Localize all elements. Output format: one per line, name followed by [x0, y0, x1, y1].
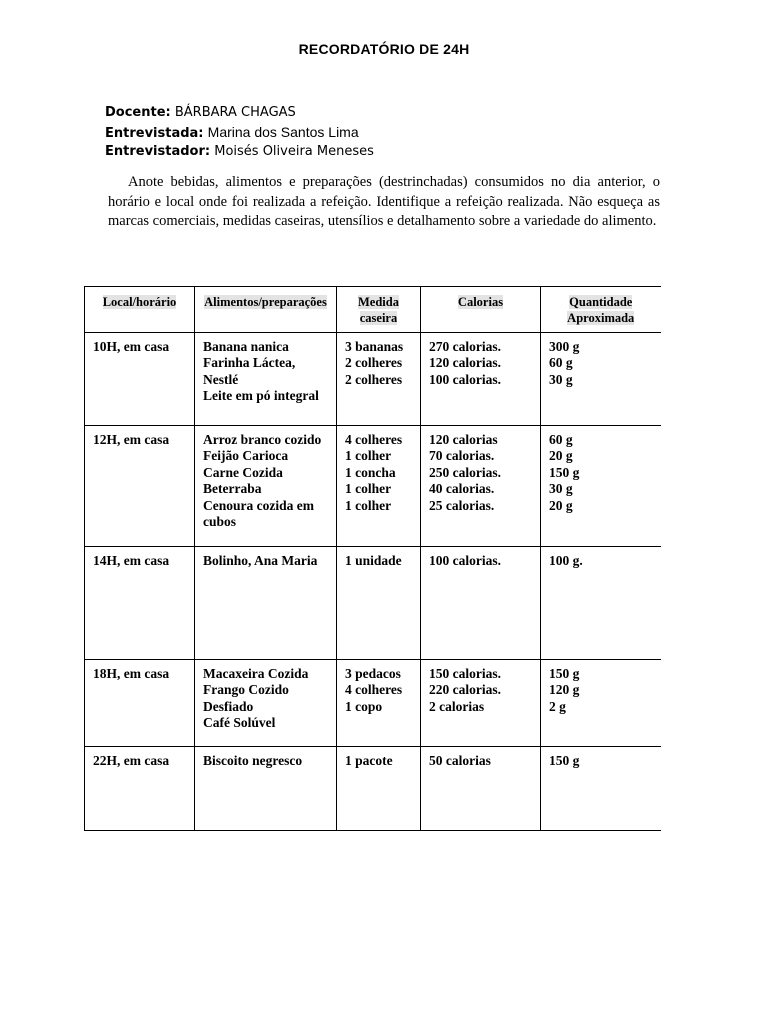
alimentos-line: Leite em pó integral	[203, 388, 319, 404]
cell-quantidade	[541, 660, 661, 747]
cell-local: 14H, em casa	[85, 547, 195, 660]
medida-line: 1 colher	[345, 481, 392, 497]
cell-local: 10H, em casa	[85, 333, 195, 426]
quantidade-line: 150 g	[549, 666, 580, 681]
cell-quantidade	[541, 426, 661, 547]
medida-line: 1 colher	[345, 497, 392, 513]
cell-local: 12H, em casa	[85, 426, 195, 547]
calorias-line: 100 calorias.	[429, 371, 501, 387]
cell-calorias	[421, 747, 541, 831]
header-calorias: Calorias	[421, 287, 541, 333]
quantidade-line: 300 g	[549, 339, 580, 354]
cell-calorias	[421, 333, 541, 426]
alimentos-line: Banana nanica	[203, 339, 289, 354]
entrevistada-label: Entrevistada:	[105, 125, 204, 141]
table-row	[85, 660, 661, 747]
header-alimentos: Alimentos/preparações	[195, 287, 337, 333]
cell-quantidade	[541, 547, 661, 660]
cell-local: 18H, em casa	[85, 660, 195, 747]
calorias-line: 50 calorias	[429, 753, 491, 768]
quantidade-line: 120 g	[549, 682, 580, 698]
quantidade-line: 150 g	[549, 464, 580, 480]
table-row	[85, 547, 661, 660]
medida-line: 1 colher	[345, 448, 392, 464]
medida-line: 3 pedacos	[345, 666, 401, 681]
header-medida: Medida caseira	[337, 287, 421, 333]
quantidade-line: 150 g	[549, 753, 580, 768]
alimentos-line: Bolinho, Ana Maria	[203, 553, 318, 568]
quantidade-line: 20 g	[549, 448, 573, 464]
table-header-row	[85, 287, 661, 333]
quantidade-line: 30 g	[549, 481, 573, 497]
calorias-line: 25 calorias.	[429, 497, 495, 513]
alimentos-line: Cenoura cozida em	[203, 497, 314, 513]
cell-calorias	[421, 426, 541, 547]
alimentos-line: Beterraba	[203, 481, 262, 497]
entrevistada-value: Marina dos Santos Lima	[207, 123, 359, 140]
cell-medida	[337, 547, 421, 660]
alimentos-line: cubos	[203, 514, 237, 530]
docente-label: Docente:	[105, 105, 171, 120]
calorias-line: 2 calorias	[429, 698, 485, 714]
cell-calorias	[421, 660, 541, 747]
alimentos-line: Biscoito negresco	[203, 753, 303, 768]
cell-medida	[337, 747, 421, 831]
medida-line: 1 pacote	[345, 753, 393, 768]
calorias-line: 70 calorias.	[429, 448, 495, 464]
entrevistador-value: Moisés Oliveira Meneses	[214, 144, 374, 159]
header-quantidade: Quantidade Aproximada	[541, 287, 661, 333]
medida-line: 4 colheres	[345, 432, 403, 447]
cell-alimentos	[195, 547, 337, 660]
medida-line: 4 colheres	[345, 682, 403, 698]
entrevistador-label: Entrevistador:	[105, 144, 211, 159]
cell-medida	[337, 426, 421, 547]
alimentos-line: Farinha Láctea,	[203, 355, 296, 371]
entrevistada-line	[105, 123, 374, 144]
instructions-paragraph: Anote bebidas, alimentos e preparações (destrinchadas) consumidos no dia anterior, o horário e local onde foi realizada a refeição. Identifique a refeição realizada. Não esqueça as marcas comerciais, medidas caseiras, utensílios e detalhamento sobre a variedade do alimento.	[108, 174, 660, 229]
cell-alimentos	[195, 747, 337, 831]
entrevistador-line	[105, 143, 374, 162]
cell-quantidade	[541, 333, 661, 426]
quantidade-line: 20 g	[549, 497, 573, 513]
medida-line: 1 concha	[345, 464, 396, 480]
cell-medida	[337, 333, 421, 426]
alimentos-line: Carne Cozida	[203, 464, 283, 480]
quantidade-line: 60 g	[549, 432, 573, 447]
alimentos-line: Frango Cozido	[203, 682, 289, 698]
docente-line	[105, 104, 374, 123]
alimentos-line: Feijão Carioca	[203, 448, 289, 464]
calorias-line: 40 calorias.	[429, 481, 495, 497]
quantidade-line: 100 g.	[549, 553, 583, 568]
cell-alimentos	[195, 333, 337, 426]
alimentos-line: Macaxeira Cozida	[203, 666, 309, 681]
table-row	[85, 333, 661, 426]
alimentos-line: Café Solúvel	[203, 715, 276, 731]
calorias-line: 120 calorias.	[429, 355, 501, 371]
calorias-line: 120 calorias	[429, 432, 498, 447]
alimentos-line: Arroz branco cozido	[203, 432, 322, 447]
calorias-line: 150 calorias.	[429, 666, 501, 681]
header-info	[105, 104, 374, 162]
quantidade-line: 60 g	[549, 355, 573, 371]
medida-line: 1 copo	[345, 698, 383, 714]
medida-line: 1 unidade	[345, 553, 402, 568]
cell-local: 22H, em casa	[85, 747, 195, 831]
calorias-line: 220 calorias.	[429, 682, 501, 698]
alimentos-line: Nestlé	[203, 371, 239, 387]
table-row	[85, 426, 661, 547]
medida-line: 2 colheres	[345, 355, 403, 371]
table-row	[85, 747, 661, 831]
calorias-line: 270 calorias.	[429, 339, 501, 354]
cell-calorias	[421, 547, 541, 660]
cell-alimentos	[195, 660, 337, 747]
quantidade-line: 30 g	[549, 371, 573, 387]
cell-quantidade	[541, 747, 661, 831]
calorias-line: 250 calorias.	[429, 464, 501, 480]
alimentos-line: Desfiado	[203, 698, 254, 714]
medida-line: 3 bananas	[345, 339, 404, 354]
page-title: RECORDATÓRIO DE 24H	[298, 41, 470, 57]
medida-line: 2 colheres	[345, 371, 403, 387]
cell-alimentos	[195, 426, 337, 547]
docente-value: BÁRBARA CHAGAS	[174, 105, 296, 120]
header-local: Local/horário	[85, 287, 195, 333]
recall-table	[84, 286, 661, 831]
quantidade-line: 2 g	[549, 698, 566, 714]
cell-medida	[337, 660, 421, 747]
calorias-line: 100 calorias.	[429, 553, 501, 568]
